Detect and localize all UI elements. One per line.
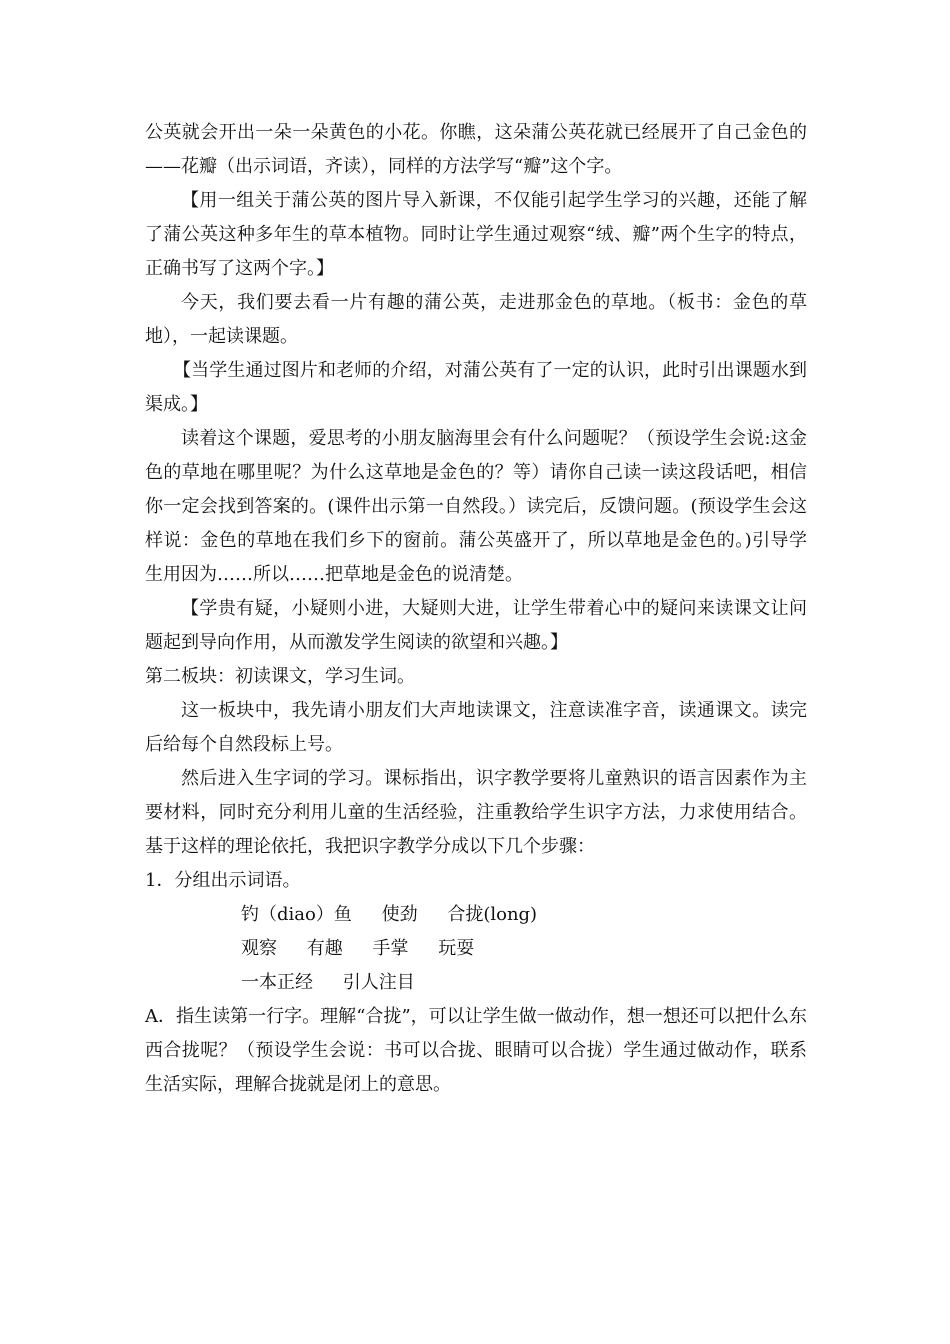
- section-heading: 第二板块：初读课文，学习生词。: [145, 666, 415, 687]
- vocab-word: 一本正经: [241, 972, 313, 993]
- document-body: [145, 116, 807, 1102]
- step-heading: 1．分组出示词语。: [145, 870, 301, 891]
- commentary-paragraph: 【学贵有疑，小疑则小进，大疑则大进，让学生带着心中的疑问来读课文让问题起到导向作用，从而激发学生阅读的欲望和兴趣。】: [145, 598, 807, 653]
- vocab-word: 观察: [241, 938, 277, 959]
- paragraph: 公英就会开出一朵一朵黄色的小花。你瞧，这朵蒲公英花就已经展开了自己金色的——花瓣（出示词语，齐读），同样的方法学写“瓣”这个字。: [145, 122, 807, 177]
- paragraph: 这一板块中，我先请小朋友们大声地读课文，注意读准字音，读通课文。读完后给每个自然段标上号。: [145, 700, 807, 755]
- word-row: [145, 898, 807, 932]
- vocab-word: 合拢(long): [447, 904, 538, 925]
- vocab-word: 钓（diao）鱼: [241, 904, 352, 925]
- paragraph: 读着这个课题，爱思考的小朋友脑海里会有什么问题呢？（预设学生会说:这金色的草地在哪里呢？为什么这草地是金色的？等）请你自己读一读这段话吧，相信你一定会找到答案的。(课件出示第一自然段。）读完后，反馈问题。(预设学生会这样说：金色的草地在我们乡下的窗前。蒲公英盛开了，所以草地是金色的。)引导学生用因为……所以……把草地是金色的说清楚。: [145, 428, 807, 585]
- vocab-word: 玩耍: [438, 938, 475, 959]
- vocab-word: 引人注目: [342, 972, 415, 993]
- word-row: [145, 966, 807, 1000]
- vocab-word: 有趣: [306, 938, 343, 959]
- vocab-word: 使劲: [381, 904, 418, 925]
- word-row: [145, 932, 807, 966]
- commentary-paragraph: 【当学生通过图片和老师的介绍，对蒲公英有了一定的认识，此时引出课题水到渠成。】: [145, 360, 807, 415]
- vocab-word: 手掌: [372, 938, 409, 959]
- paragraph: 然后进入生字词的学习。课标指出，识字教学要将儿童熟识的语言因素作为主要材料，同时充分利用儿童的生活经验，注重教给学生识字方法，力求使用结合。基于这样的理论依托，我把识字教学分成以下几个步骤：: [145, 768, 807, 857]
- commentary-paragraph: 【用一组关于蒲公英的图片导入新课，不仅能引起学生学习的兴趣，还能了解了蒲公英这种多年生的草本植物。同时让学生通过观察“绒、瓣”两个生字的特点，正确书写了这两个字。】: [145, 190, 807, 279]
- paragraph: 今天，我们要去看一片有趣的蒲公英，走进那金色的草地。（板书：金色的草地），一起读课题。: [145, 292, 807, 347]
- closing-paragraph: A．指生读第一行字。理解“合拢”，可以让学生做一做动作，想一想还可以把什么东西合拢呢？（预设学生会说：书可以合拢、眼睛可以合拢）学生通过做动作，联系生活实际，理解合拢就是闭上的意思。: [145, 1006, 807, 1095]
